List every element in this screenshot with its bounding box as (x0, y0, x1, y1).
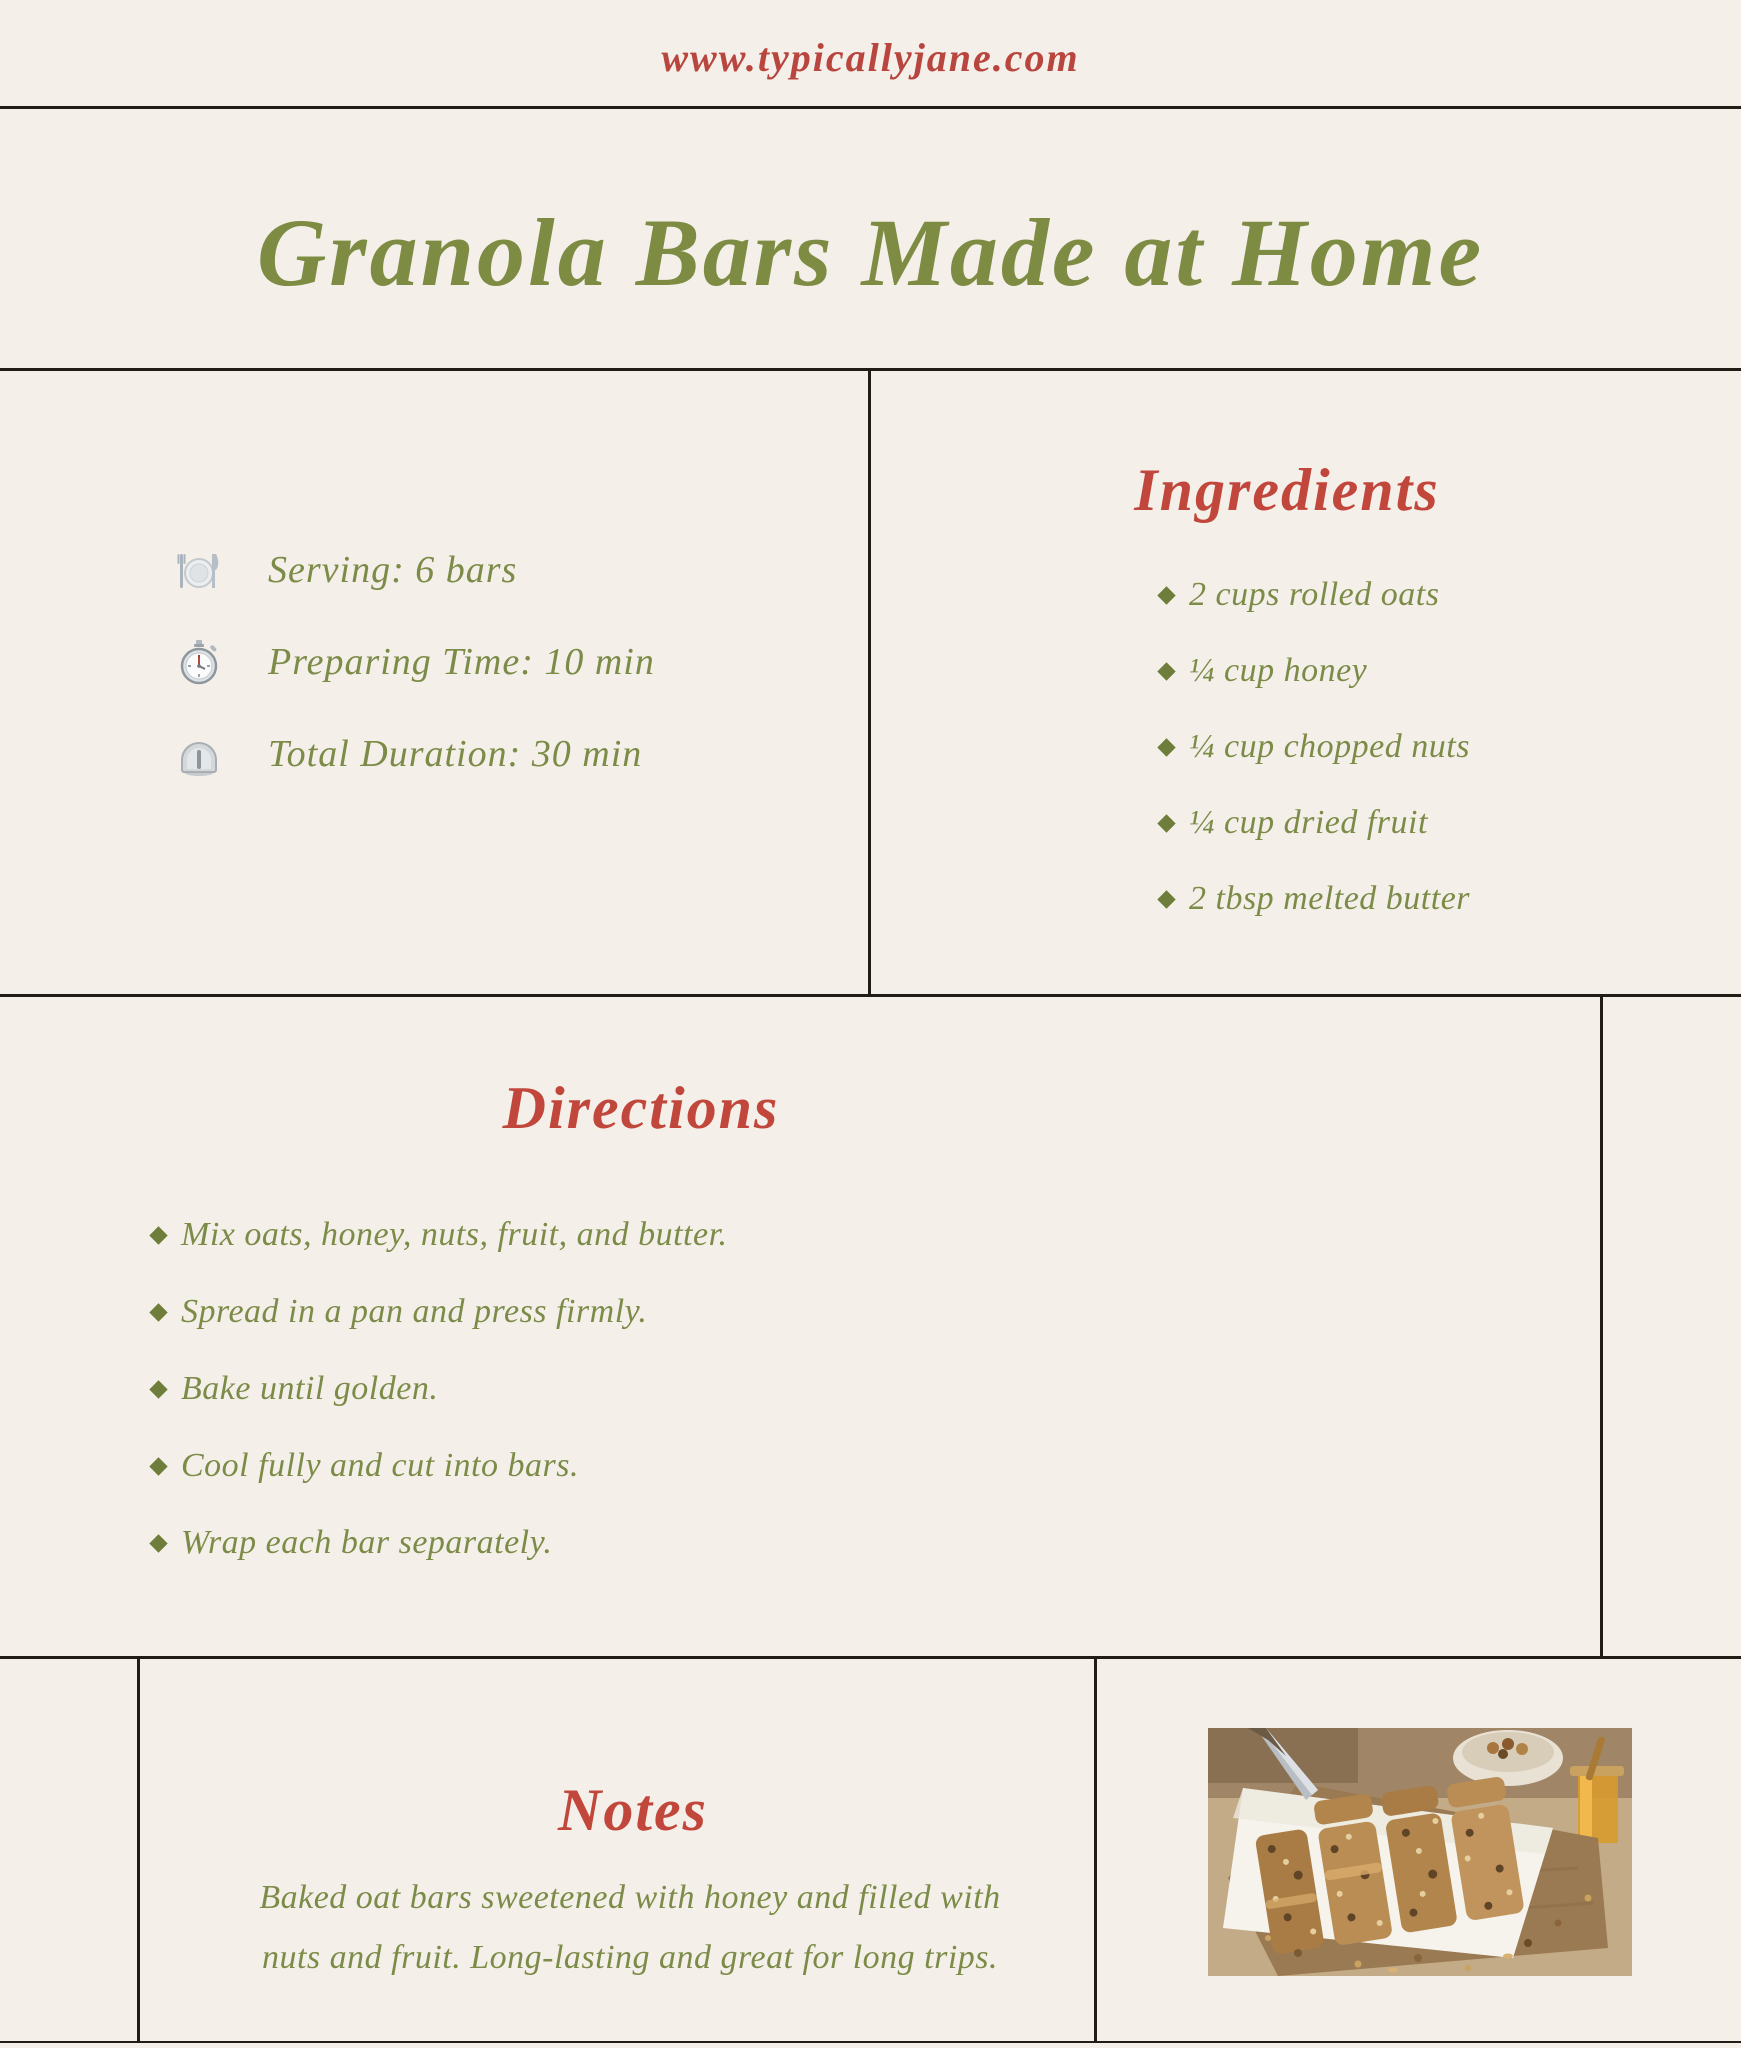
direction-step: Spread in a pan and press firmly. (152, 1290, 728, 1334)
diamond-bullet-icon (149, 1380, 167, 1398)
stopwatch-icon (175, 638, 223, 686)
diamond-bullet-icon (149, 1303, 167, 1321)
divider-notes-left (137, 1656, 140, 2043)
recipe-info-panel (175, 544, 655, 820)
notes-heading: Notes (558, 1777, 708, 1843)
diamond-bullet-icon (149, 1534, 167, 1552)
notes-text: Baked oat bars sweetened with honey and filled with nuts and fruit. Long-lasting and great for long trips. (259, 1879, 1001, 1976)
ingredients-list (1160, 573, 1470, 953)
directions-heading: Directions (502, 1075, 780, 1141)
ingredient-item: 2 tbsp melted butter (1160, 877, 1470, 921)
directions-list (152, 1213, 728, 1598)
info-label: Preparing Time: 10 min (268, 641, 655, 683)
divider-directions (0, 1656, 1741, 1659)
info-label: Total Duration: 30 min (268, 733, 643, 775)
ingredient-item: 2 cups rolled oats (1160, 573, 1470, 617)
diamond-bullet-icon (1157, 814, 1175, 832)
direction-step: Cool fully and cut into bars. (152, 1444, 728, 1488)
divider-info-ingredients (868, 368, 871, 997)
direction-step: Bake until golden. (152, 1367, 728, 1411)
diamond-bullet-icon (1157, 662, 1175, 680)
divider-notes-photo (1094, 1656, 1097, 2043)
direction-step: Wrap each bar separately. (152, 1521, 728, 1565)
divider-header (0, 106, 1741, 109)
info-row-prep-time (175, 636, 655, 688)
ingredients-heading: Ingredients (1134, 457, 1440, 523)
ingredient-item: ¼ cup dried fruit (1160, 801, 1470, 845)
direction-step: Mix oats, honey, nuts, fruit, and butter. (152, 1213, 728, 1257)
page-title: Granola Bars Made at Home (256, 199, 1485, 306)
divider-directions-right (1600, 994, 1603, 1659)
diamond-bullet-icon (149, 1457, 167, 1475)
ingredient-item: ¼ cup chopped nuts (1160, 725, 1470, 769)
divider-footer (0, 2041, 1741, 2043)
diamond-bullet-icon (1157, 890, 1175, 908)
fork-knife-plate-icon (175, 546, 223, 594)
diamond-bullet-icon (1157, 586, 1175, 604)
website-url: www.typicallyjane.com (661, 35, 1080, 80)
kitchen-timer-icon (175, 730, 223, 778)
granola-bars-photo (1208, 1728, 1632, 1976)
info-label: Serving: 6 bars (268, 549, 518, 591)
diamond-bullet-icon (1157, 738, 1175, 756)
info-row-serving (175, 544, 655, 596)
diamond-bullet-icon (149, 1226, 167, 1244)
info-row-total-time (175, 728, 655, 780)
ingredient-item: ¼ cup honey (1160, 649, 1470, 693)
